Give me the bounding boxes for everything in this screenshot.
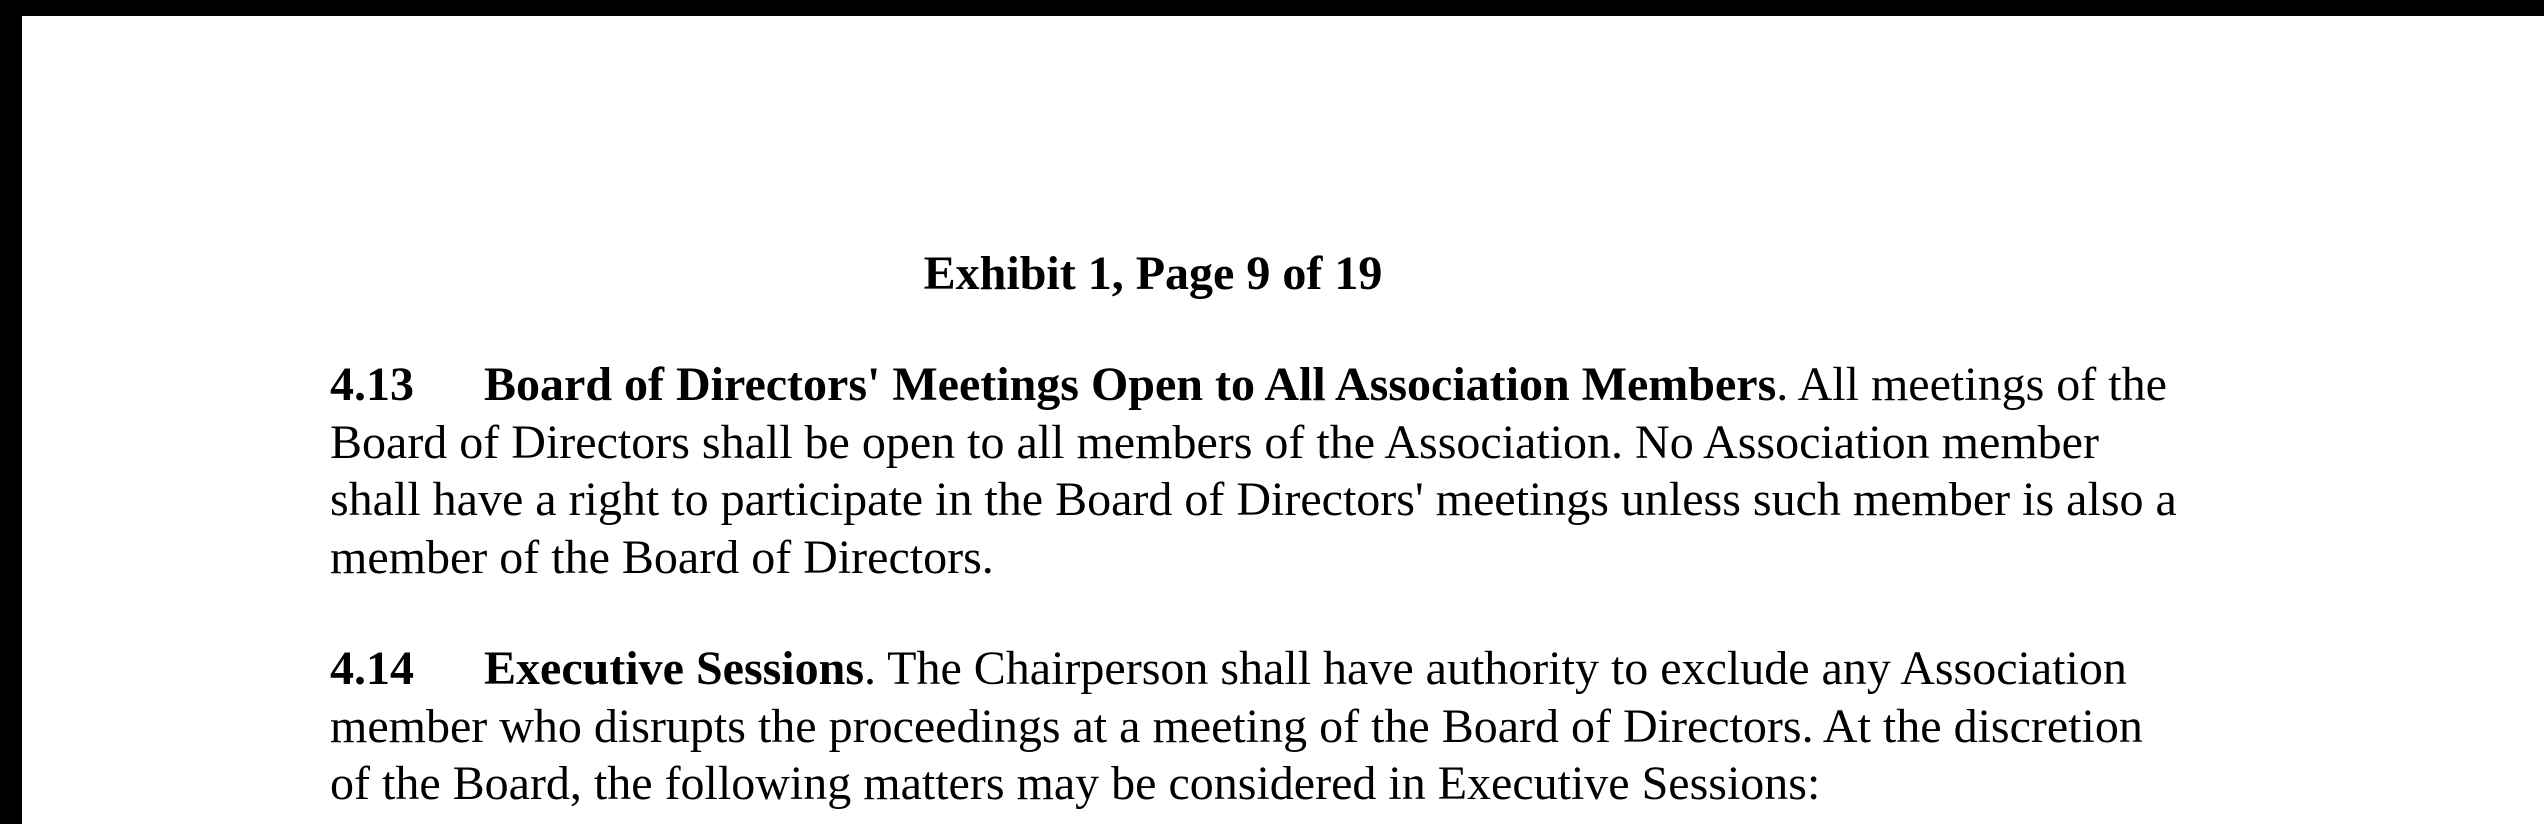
section-text-line: Board of Directors shall be open to all members of the Association. No Association member bbox=[330, 415, 2099, 469]
section-number: 4.14 bbox=[330, 642, 414, 695]
exhibit-header: Exhibit 1, Page 9 of 19 bbox=[923, 247, 1383, 300]
section-first-line bbox=[330, 356, 2290, 414]
section-text-line: shall have a right to participate in the Board of Directors' meetings unless such member is also a bbox=[330, 473, 2177, 526]
section-text-line: member who disrupts the proceedings at a meeting of the Board of Directors. At the discretion bbox=[330, 699, 2143, 753]
section-text-line: . The Chairperson shall have authority to exclude any Association bbox=[864, 642, 2127, 695]
section-number: 4.13 bbox=[330, 358, 414, 411]
section-4-14 bbox=[330, 640, 2290, 813]
section-text-line: member of the Board of Directors. bbox=[330, 530, 994, 584]
document-page bbox=[22, 16, 2544, 824]
section-4-13 bbox=[330, 356, 2290, 586]
section-heading: Executive Sessions bbox=[484, 642, 865, 695]
section-text-line: of the Board, the following matters may be considered in Executive Sessions: bbox=[330, 757, 1821, 810]
section-heading: Board of Directors' Meetings Open to All Association Members bbox=[484, 358, 1777, 411]
section-first-line bbox=[330, 640, 2290, 698]
section-text-line: . All meetings of the bbox=[1776, 358, 2167, 411]
